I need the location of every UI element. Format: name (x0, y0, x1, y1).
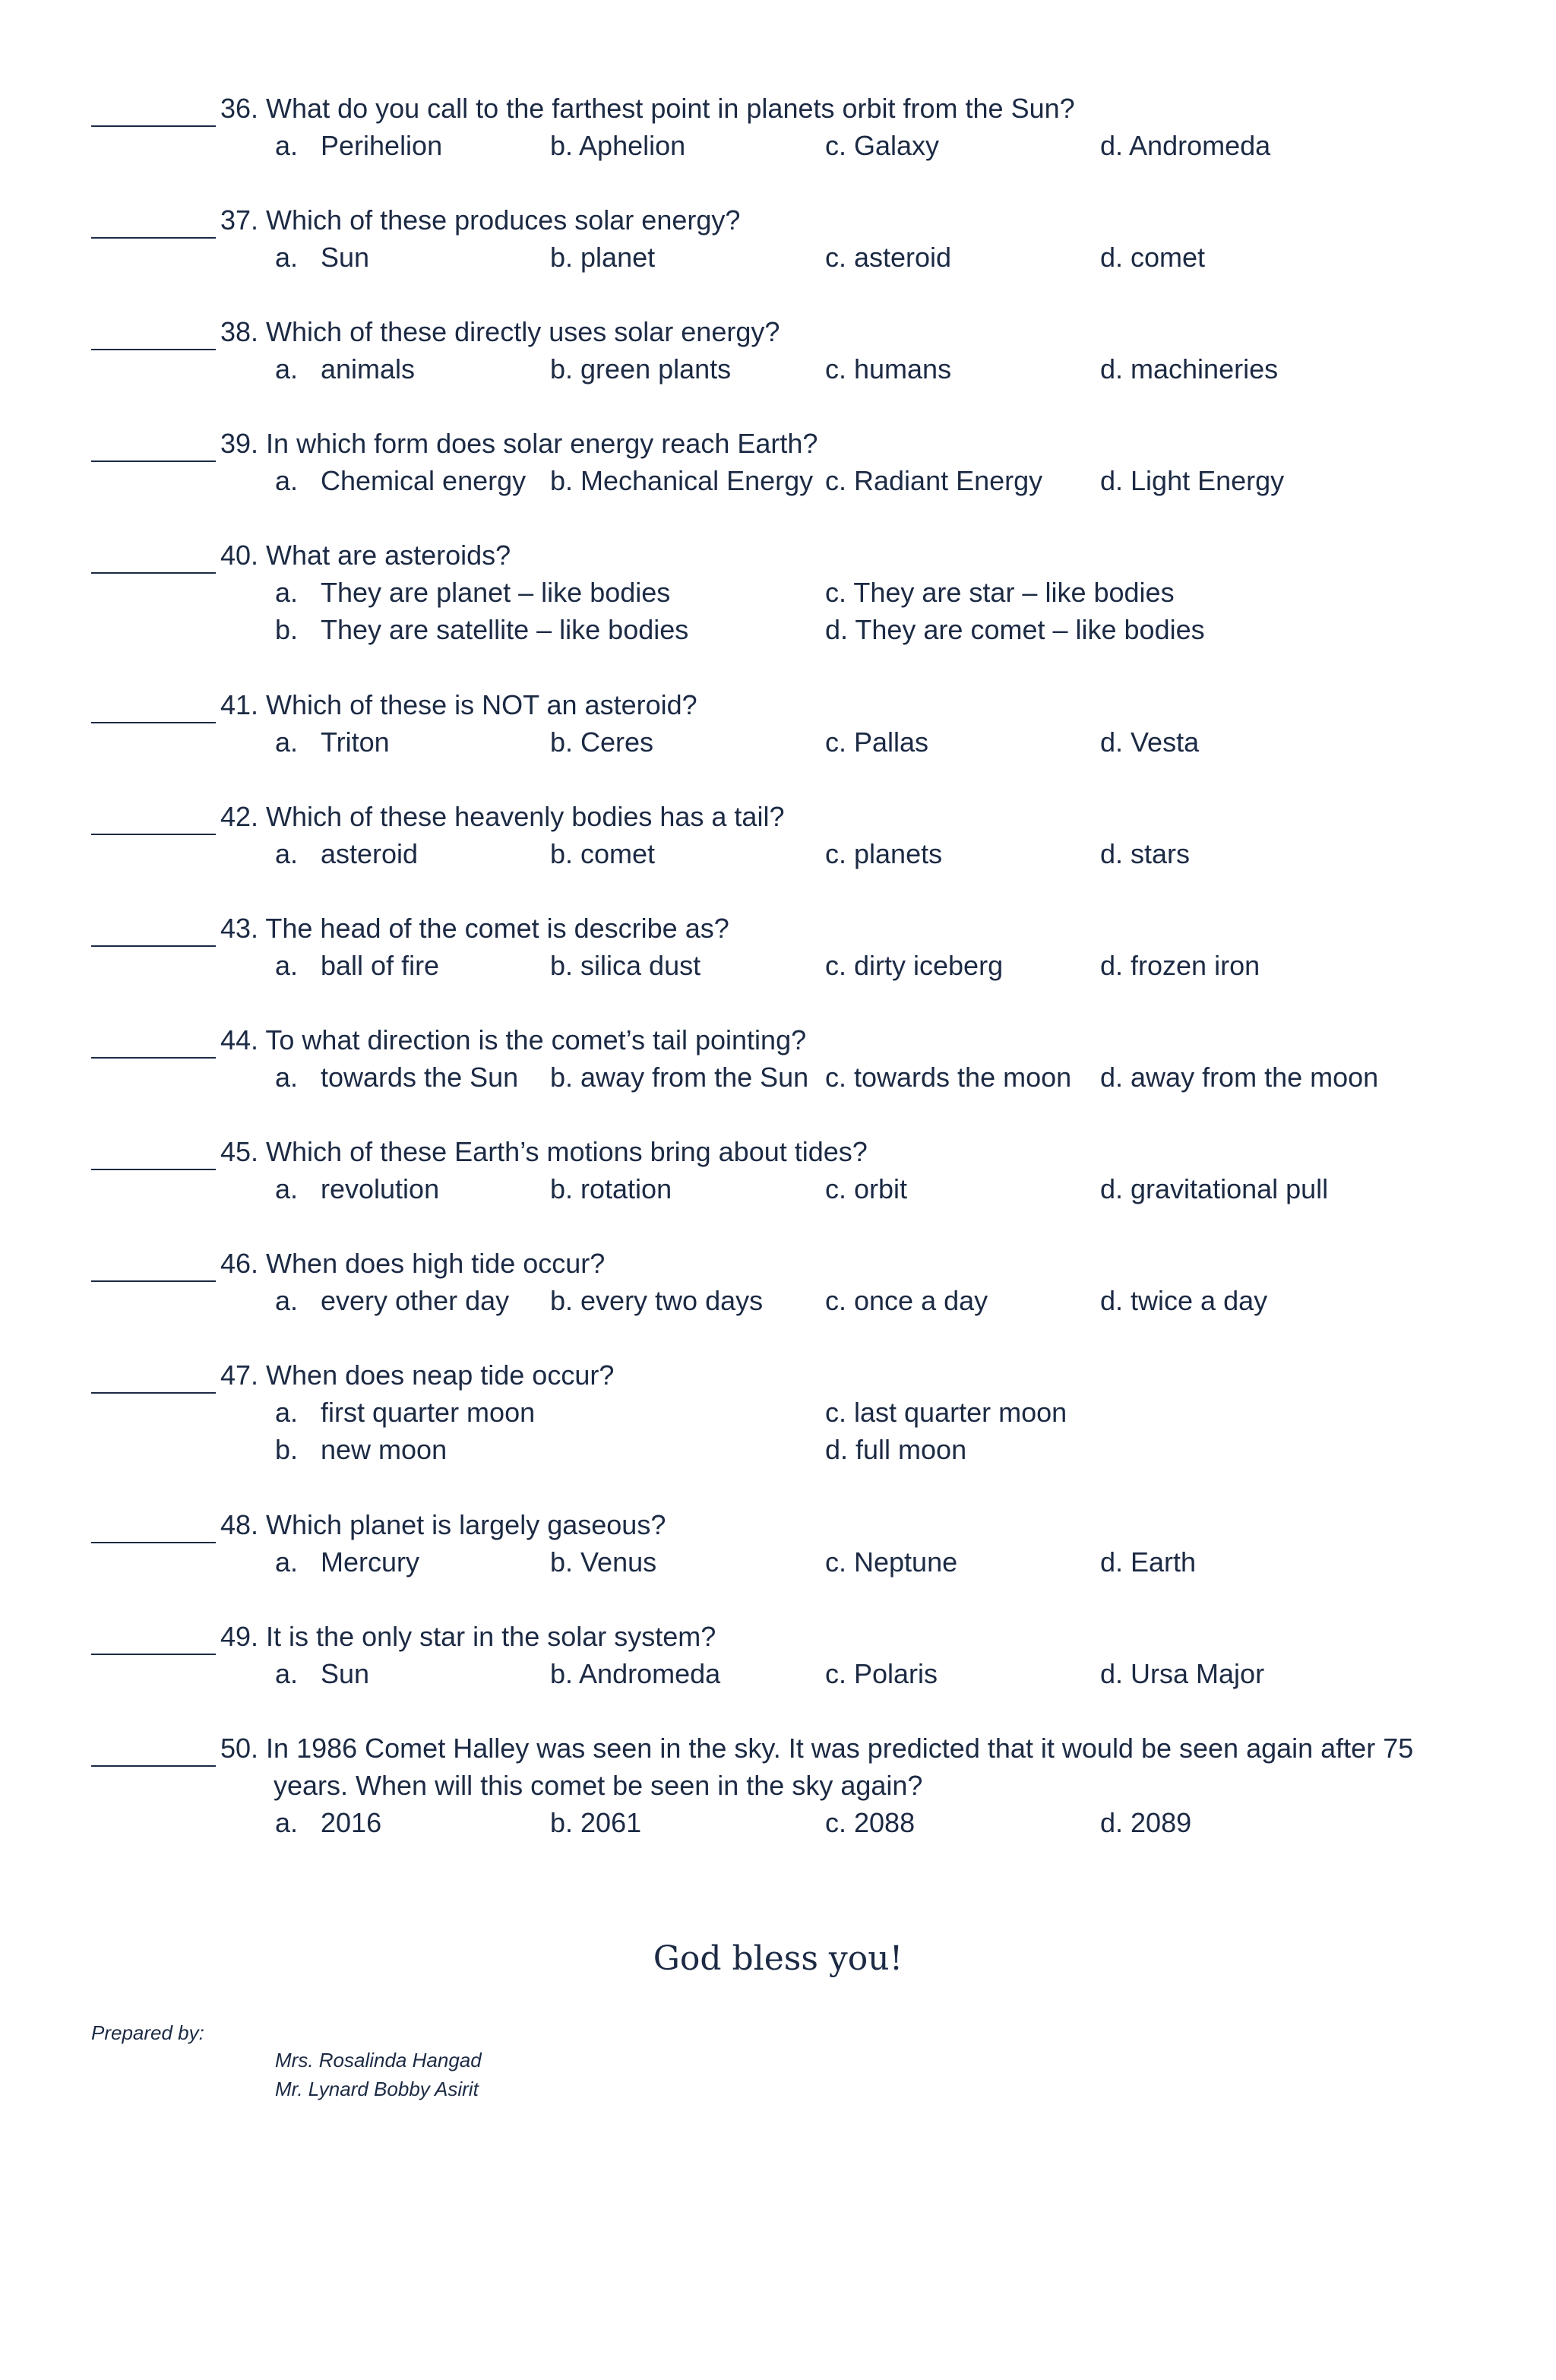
option-left (275, 1431, 447, 1468)
option-letter: b. (275, 1434, 299, 1465)
options-row (91, 1804, 1459, 1841)
option-a (275, 127, 442, 164)
answer-blank[interactable] (91, 207, 216, 239)
option-d: d. stars (1100, 838, 1191, 869)
option-b: b. Venus (550, 1546, 657, 1578)
option-d: d. Andromeda (1100, 130, 1271, 161)
answer-blank[interactable] (91, 1027, 216, 1059)
option-text: Chemical energy (321, 465, 527, 496)
option-c: c. once a day (825, 1285, 988, 1316)
option-text: revolution (321, 1173, 440, 1204)
option-c: c. planets (825, 838, 943, 869)
question-line (91, 1618, 1459, 1655)
prepared-by-label: Prepared by: (91, 2021, 204, 2044)
option-a (275, 1170, 439, 1207)
option-a (275, 350, 415, 388)
option-letter: a. (275, 1546, 299, 1578)
option-a (275, 1655, 369, 1692)
question-text: 45. Which of these Earth’s motions bring about tides? (220, 1136, 868, 1167)
option-c: c. Radiant Energy (825, 465, 1043, 496)
option-right: c. They are star – like bodies (825, 577, 1175, 608)
answer-blank[interactable] (91, 692, 216, 723)
option-a (275, 1059, 518, 1096)
question-item (91, 798, 1459, 872)
options-row (91, 611, 1459, 648)
options-row (91, 1282, 1459, 1319)
question-text: 37. Which of these produces solar energy? (220, 204, 741, 236)
question-item (91, 1133, 1459, 1207)
option-a (275, 723, 390, 761)
option-b: b. green plants (550, 353, 732, 385)
option-d: d. away from the moon (1100, 1062, 1379, 1093)
options-row (91, 1655, 1459, 1692)
option-text: asteroid (321, 838, 419, 869)
question-text: 39. In which form does solar energy reach Earth? (220, 428, 818, 459)
options-row (91, 127, 1459, 164)
answer-blank[interactable] (91, 803, 216, 835)
options-row (91, 1431, 1459, 1468)
option-d: d. 2089 (1100, 1807, 1192, 1838)
option-text: Triton (321, 726, 390, 758)
option-letter: a. (275, 577, 299, 608)
question-line (91, 1730, 1459, 1767)
option-letter: a. (275, 950, 299, 981)
question-line (91, 1245, 1459, 1282)
option-text: Sun (321, 242, 370, 273)
question-item (91, 313, 1459, 388)
option-c: c. towards the moon (825, 1062, 1072, 1093)
option-letter: b. (275, 614, 299, 645)
option-letter: a. (275, 1397, 299, 1428)
question-text: 47. When does neap tide occur? (220, 1359, 615, 1391)
preparer-name: Mrs. Rosalinda Hangad (275, 2049, 482, 2071)
option-text: new moon (321, 1434, 448, 1465)
question-text: 44. To what direction is the comet’s tail pointing? (220, 1024, 807, 1055)
question-line (91, 313, 1459, 350)
options-row (91, 1170, 1459, 1207)
option-c: c. Pallas (825, 726, 929, 758)
option-a (275, 835, 418, 872)
question-item (91, 425, 1459, 499)
question-text: 42. Which of these heavenly bodies has a tail? (220, 801, 785, 832)
option-right: d. full moon (825, 1434, 967, 1465)
option-left (275, 574, 670, 611)
answer-blank[interactable] (91, 915, 216, 947)
option-c: c. Galaxy (825, 130, 940, 161)
question-item (91, 1245, 1459, 1319)
option-b: b. Andromeda (550, 1658, 721, 1689)
option-d: d. Ursa Major (1100, 1658, 1265, 1689)
question-text: 49. It is the only star in the solar system? (220, 1621, 716, 1652)
option-d: d. twice a day (1100, 1285, 1268, 1316)
question-item (91, 90, 1459, 164)
option-letter: a. (275, 130, 299, 161)
question-item (91, 1730, 1459, 1841)
question-item (91, 910, 1459, 984)
options-row (91, 947, 1459, 984)
option-letter: a. (275, 1062, 299, 1093)
question-line (91, 798, 1459, 835)
answer-blank[interactable] (91, 430, 216, 462)
question-item (91, 1356, 1459, 1468)
option-b: b. Mechanical Energy (550, 465, 814, 496)
answer-blank[interactable] (91, 1511, 216, 1543)
option-right: d. They are comet – like bodies (825, 614, 1205, 645)
option-text: every other day (321, 1285, 510, 1316)
option-text: Sun (321, 1658, 370, 1689)
option-text: Mercury (321, 1546, 420, 1578)
question-text: 36. What do you call to the farthest point in planets orbit from the Sun? (220, 93, 1075, 124)
option-text: animals (321, 353, 416, 385)
options-row (91, 1543, 1459, 1581)
option-d: d. machineries (1100, 353, 1279, 385)
question-text: 43. The head of the comet is describe as? (220, 913, 729, 944)
question-line (91, 910, 1459, 947)
answer-blank[interactable] (91, 542, 216, 574)
option-b: b. comet (550, 838, 656, 869)
question-line (91, 1021, 1459, 1059)
option-b: b. away from the Sun (550, 1062, 809, 1093)
question-item (91, 686, 1459, 761)
options-row (91, 1059, 1459, 1096)
option-b: b. every two days (550, 1285, 764, 1316)
option-c: c. 2088 (825, 1807, 916, 1838)
option-letter: a. (275, 1173, 299, 1204)
option-letter: a. (275, 726, 299, 758)
question-line (91, 686, 1459, 723)
option-c: c. orbit (825, 1173, 908, 1204)
option-b: b. planet (550, 242, 656, 273)
answer-blank[interactable] (91, 95, 216, 127)
question-text: 38. Which of these directly uses solar energy? (220, 316, 780, 347)
options-row (91, 350, 1459, 388)
options-row (91, 835, 1459, 872)
option-left (275, 611, 688, 648)
option-a (275, 239, 369, 276)
option-text: first quarter moon (321, 1397, 536, 1428)
option-d: d. Earth (1100, 1546, 1197, 1578)
options-row (91, 239, 1459, 276)
option-letter: a. (275, 465, 299, 496)
question-line (91, 90, 1459, 127)
closing-message: God bless you! (653, 1939, 903, 1978)
option-c: c. asteroid (825, 242, 952, 273)
question-text-continuation: years. When will this comet be seen in the sky again? (274, 1770, 923, 1801)
question-line (91, 536, 1459, 574)
answer-blank[interactable] (91, 318, 216, 350)
option-letter: a. (275, 242, 299, 273)
option-d: d. gravitational pull (1100, 1173, 1329, 1204)
option-text: towards the Sun (321, 1062, 519, 1093)
option-c: c. Neptune (825, 1546, 958, 1578)
option-letter: a. (275, 838, 299, 869)
answer-blank[interactable] (91, 1362, 216, 1394)
option-d: d. comet (1100, 242, 1206, 273)
option-letter: a. (275, 1807, 299, 1838)
question-item (91, 1618, 1459, 1692)
option-a (275, 1282, 509, 1319)
option-left (275, 1394, 535, 1431)
option-a (275, 1804, 381, 1841)
question-text: 40. What are asteroids? (220, 540, 511, 571)
option-text: ball of fire (321, 950, 440, 981)
question-line (91, 1356, 1459, 1394)
option-text: They are planet – like bodies (321, 577, 671, 608)
option-d: d. Light Energy (1100, 465, 1285, 496)
answer-blank[interactable] (91, 1250, 216, 1282)
preparer-name: Mr. Lynard Bobby Asirit (275, 2078, 479, 2100)
answer-blank[interactable] (91, 1138, 216, 1170)
question-item (91, 201, 1459, 276)
question-line (91, 201, 1459, 239)
options-row (91, 1394, 1459, 1431)
option-right: c. last quarter moon (825, 1397, 1067, 1428)
question-item (91, 536, 1459, 648)
question-line (91, 1506, 1459, 1543)
option-letter: a. (275, 1285, 299, 1316)
option-d: d. frozen iron (1100, 950, 1260, 981)
option-a (275, 1543, 419, 1581)
option-c: c. dirty iceberg (825, 950, 1004, 981)
answer-blank[interactable] (91, 1735, 216, 1767)
option-c: c. Polaris (825, 1658, 938, 1689)
question-text: 50. In 1986 Comet Halley was seen in the sky. It was predicted that it would be seen again after 75 (220, 1733, 1414, 1764)
option-b: b. rotation (550, 1173, 672, 1204)
answer-blank[interactable] (91, 1623, 216, 1655)
option-letter: a. (275, 353, 299, 385)
option-c: c. humans (825, 353, 952, 385)
question-text: 48. Which planet is largely gaseous? (220, 1509, 666, 1540)
option-b: b. Aphelion (550, 130, 686, 161)
option-d: d. Vesta (1100, 726, 1200, 758)
options-row (91, 462, 1459, 499)
question-line (91, 1133, 1459, 1170)
option-text: Perihelion (321, 130, 443, 161)
option-b: b. silica dust (550, 950, 701, 981)
question-item (91, 1021, 1459, 1096)
option-b: b. 2061 (550, 1807, 642, 1838)
option-a (275, 947, 439, 984)
question-item (91, 1506, 1459, 1581)
option-letter: a. (275, 1658, 299, 1689)
question-text: 41. Which of these is NOT an asteroid? (220, 689, 697, 720)
options-row (91, 723, 1459, 761)
question-text: 46. When does high tide occur? (220, 1248, 606, 1279)
options-row (91, 574, 1459, 611)
question-line (91, 425, 1459, 462)
option-a (275, 462, 526, 499)
option-text: 2016 (321, 1807, 382, 1838)
option-b: b. Ceres (550, 726, 654, 758)
option-text: They are satellite – like bodies (321, 614, 689, 645)
